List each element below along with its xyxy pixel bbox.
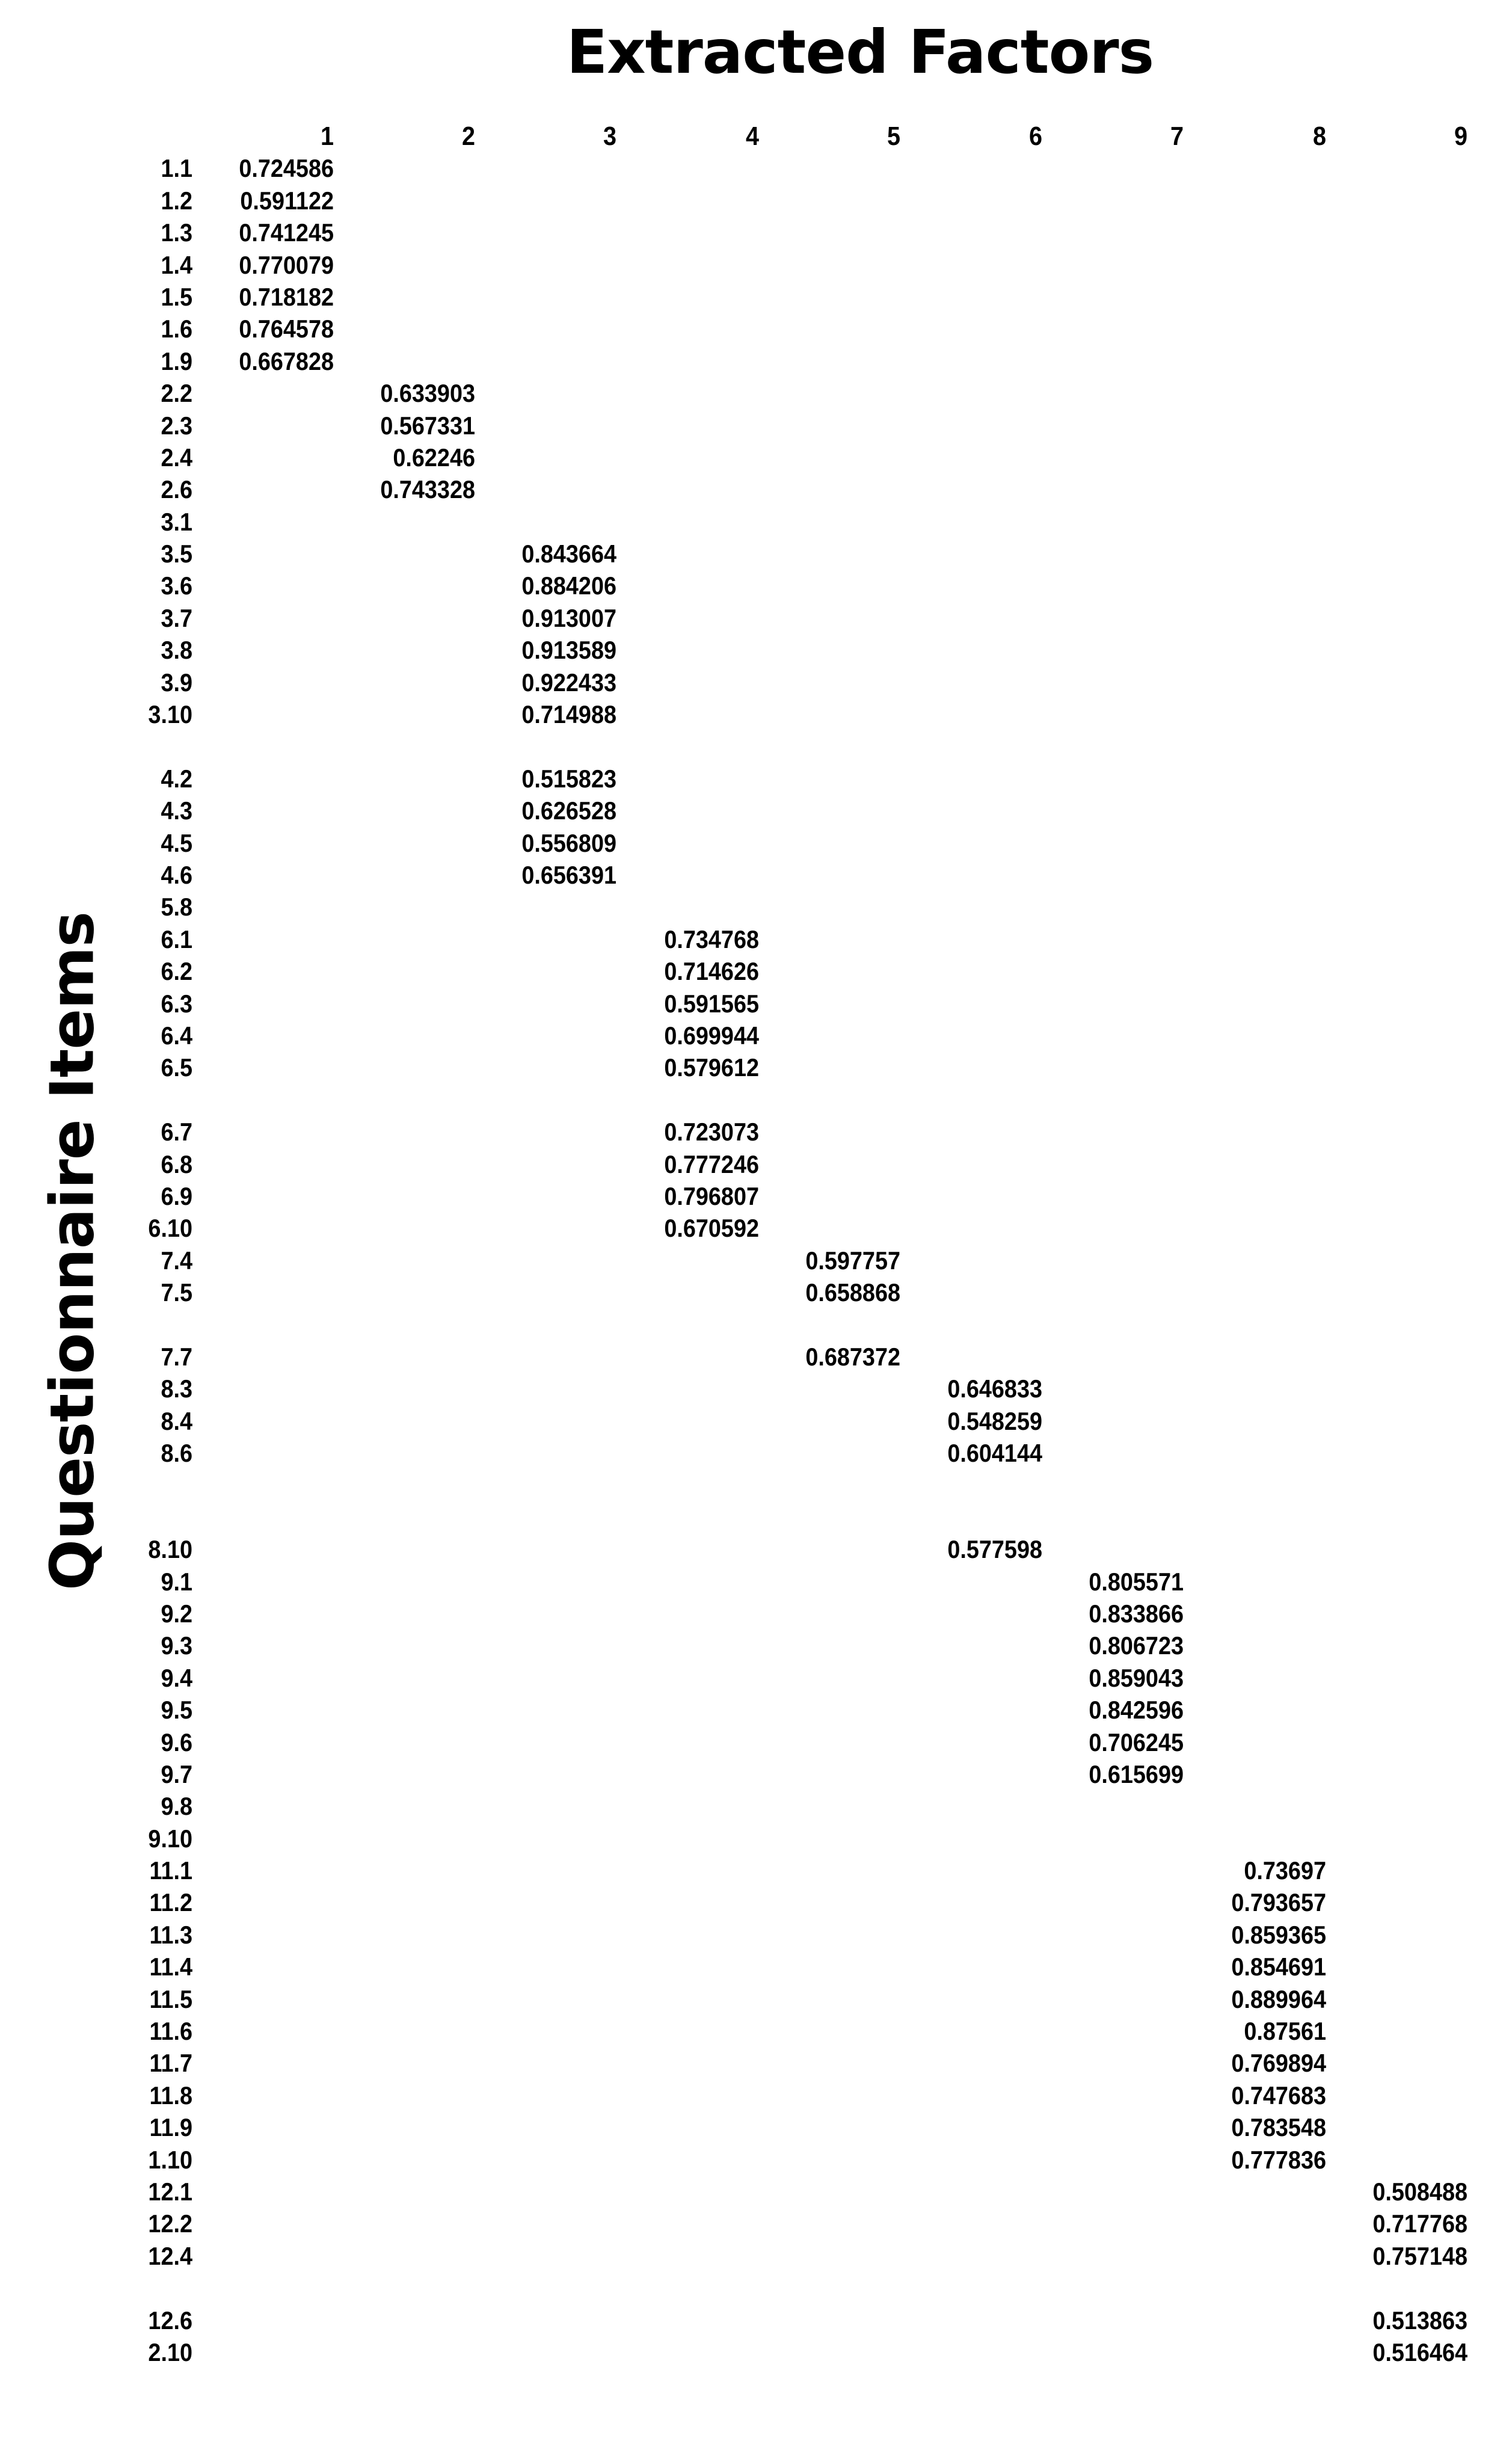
table-row	[0, 1116, 1512, 1148]
table-row	[0, 185, 1512, 217]
table-row	[0, 2079, 1512, 2111]
table-row	[0, 827, 1512, 859]
row-label: 12.6	[148, 2306, 192, 2335]
table-row	[0, 313, 1512, 345]
loading-value: 0.515823	[521, 764, 616, 793]
table-row	[0, 2336, 1512, 2368]
table-row	[0, 1276, 1512, 1308]
loading-value: 0.591565	[664, 989, 759, 1018]
loading-value: 0.658868	[805, 1278, 900, 1307]
loading-value: 0.843664	[521, 540, 616, 568]
loading-value: 0.889964	[1231, 1984, 1326, 2013]
row-label: 6.3	[161, 989, 192, 1018]
table-row	[0, 152, 1512, 184]
loading-value: 0.783548	[1231, 2113, 1326, 2142]
loading-value: 0.805571	[1089, 1567, 1184, 1596]
column-header-row	[0, 120, 1512, 152]
row-label: 1.6	[161, 315, 192, 343]
row-label: 2.4	[161, 443, 192, 472]
table-row	[0, 1084, 1512, 1116]
table-row	[0, 1983, 1512, 2015]
table-row	[0, 1951, 1512, 1983]
table-row	[0, 1341, 1512, 1373]
table-row	[0, 1437, 1512, 1469]
loading-value: 0.757148	[1372, 2241, 1467, 2270]
y-axis-label: Questionnaire Items	[37, 912, 108, 1590]
column-header: 4	[745, 122, 759, 151]
row-label: 11.5	[149, 1984, 192, 2013]
row-label: 5.8	[161, 893, 192, 922]
table-row	[0, 1020, 1512, 1051]
table-row	[0, 1373, 1512, 1405]
loading-value: 0.656391	[521, 860, 616, 889]
loading-value: 0.548259	[947, 1406, 1042, 1435]
row-label: 6.5	[161, 1053, 192, 1082]
loading-value: 0.743328	[380, 475, 475, 504]
table-row	[0, 1919, 1512, 1951]
loading-value: 0.73697	[1244, 1856, 1326, 1885]
loading-value: 0.714988	[521, 700, 616, 729]
table-row	[0, 2208, 1512, 2239]
loading-value: 0.854691	[1231, 1953, 1326, 1981]
loading-value: 0.842596	[1089, 1696, 1184, 1725]
loading-value: 0.913589	[521, 636, 616, 665]
table-row	[0, 1854, 1512, 1886]
row-label: 11.9	[149, 2113, 192, 2142]
row-label: 4.3	[161, 796, 192, 825]
row-label: 2.10	[148, 2338, 192, 2366]
row-label: 3.6	[161, 571, 192, 600]
loading-value: 0.859043	[1089, 1663, 1184, 1692]
loading-value: 0.770079	[239, 250, 334, 279]
loading-value: 0.706245	[1089, 1728, 1184, 1756]
loading-value: 0.777246	[664, 1150, 759, 1178]
table-row	[0, 988, 1512, 1020]
column-header: 1	[320, 122, 334, 151]
table-row	[0, 1308, 1512, 1340]
row-label: 4.5	[161, 828, 192, 857]
loading-value: 0.687372	[805, 1342, 900, 1371]
loading-value: 0.769894	[1231, 2049, 1326, 2078]
row-label: 6.10	[148, 1214, 192, 1243]
row-label: 8.4	[161, 1406, 192, 1435]
column-header: 9	[1454, 122, 1467, 151]
table-row	[0, 955, 1512, 987]
row-label: 9.6	[161, 1728, 192, 1756]
loading-value: 0.556809	[521, 828, 616, 857]
loading-value: 0.764578	[239, 315, 334, 343]
loading-value: 0.597757	[805, 1246, 900, 1275]
row-label: 11.3	[149, 1920, 192, 1949]
loading-value: 0.577598	[947, 1535, 1042, 1564]
table-row	[0, 473, 1512, 505]
row-label: 6.7	[161, 1118, 192, 1146]
column-header: 6	[1028, 122, 1042, 151]
table-row	[0, 538, 1512, 570]
table-row	[0, 217, 1512, 248]
column-header: 8	[1312, 122, 1326, 151]
row-label: 9.10	[148, 1824, 192, 1853]
table-row	[0, 2272, 1512, 2304]
loading-value: 0.513863	[1372, 2306, 1467, 2335]
row-label: 7.4	[161, 1246, 192, 1275]
table-row	[0, 1823, 1512, 1854]
row-label: 1.4	[161, 250, 192, 279]
table-row	[0, 1790, 1512, 1822]
loading-value: 0.508488	[1372, 2178, 1467, 2206]
loading-value: 0.922433	[521, 668, 616, 697]
row-label: 3.9	[161, 668, 192, 697]
column-header: 5	[887, 122, 900, 151]
row-label: 9.3	[161, 1631, 192, 1660]
table-row	[0, 345, 1512, 377]
loading-value: 0.604144	[947, 1439, 1042, 1468]
row-label: 1.10	[148, 2145, 192, 2174]
row-label: 4.2	[161, 764, 192, 793]
row-label: 8.6	[161, 1439, 192, 1468]
table-row	[0, 2304, 1512, 2336]
row-label: 1.2	[161, 186, 192, 215]
row-label: 2.6	[161, 475, 192, 504]
table-row	[0, 1726, 1512, 1758]
column-header: 7	[1170, 122, 1184, 151]
loading-value: 0.741245	[239, 218, 334, 247]
row-label: 6.1	[161, 925, 192, 953]
loading-value: 0.734768	[664, 925, 759, 953]
table-row	[0, 506, 1512, 538]
row-label: 12.2	[148, 2209, 192, 2238]
row-label: 11.7	[149, 2049, 192, 2078]
loading-value: 0.859365	[1231, 1920, 1326, 1949]
table-row	[0, 763, 1512, 795]
table-row	[0, 1245, 1512, 1276]
row-label: 9.7	[161, 1759, 192, 1788]
table-row	[0, 1148, 1512, 1180]
row-label: 6.8	[161, 1150, 192, 1178]
row-label: 11.8	[149, 2081, 192, 2110]
table-row	[0, 1405, 1512, 1437]
loading-value: 0.747683	[1231, 2081, 1326, 2110]
loading-value: 0.699944	[664, 1021, 759, 1050]
table-row	[0, 1051, 1512, 1083]
loading-value: 0.567331	[380, 411, 475, 440]
table-row	[0, 2111, 1512, 2143]
table-row	[0, 2047, 1512, 2079]
factor-loadings-table	[0, 120, 1512, 2368]
table-row	[0, 1630, 1512, 1661]
table-row	[0, 1566, 1512, 1598]
row-label: 1.1	[161, 154, 192, 183]
table-row	[0, 1662, 1512, 1694]
table-row	[0, 859, 1512, 891]
loading-value: 0.579612	[664, 1053, 759, 1082]
table-row	[0, 442, 1512, 473]
row-label: 1.5	[161, 282, 192, 311]
table-row	[0, 1469, 1512, 1501]
table-row	[0, 1886, 1512, 1918]
table-row	[0, 602, 1512, 634]
loading-value: 0.633903	[380, 379, 475, 408]
row-label: 9.4	[161, 1663, 192, 1692]
table-row	[0, 730, 1512, 762]
table-row	[0, 891, 1512, 923]
row-label: 7.7	[161, 1342, 192, 1371]
row-label: 3.7	[161, 603, 192, 632]
row-label: 11.1	[149, 1856, 192, 1885]
table-row	[0, 1758, 1512, 1790]
row-label: 12.4	[148, 2241, 192, 2270]
row-label: 9.2	[161, 1599, 192, 1628]
row-label: 3.1	[161, 507, 192, 536]
row-label: 1.9	[161, 346, 192, 375]
row-label: 1.3	[161, 218, 192, 247]
table-row	[0, 281, 1512, 313]
loading-value: 0.884206	[521, 571, 616, 600]
table-row	[0, 2176, 1512, 2208]
table-row	[0, 249, 1512, 281]
row-label: 6.2	[161, 957, 192, 986]
row-label: 12.1	[148, 2178, 192, 2206]
loading-value: 0.724586	[239, 154, 334, 183]
loading-value: 0.615699	[1089, 1759, 1184, 1788]
row-label: 6.9	[161, 1181, 192, 1210]
table-row	[0, 1501, 1512, 1533]
table-row	[0, 1212, 1512, 1244]
loading-value: 0.717768	[1372, 2209, 1467, 2238]
row-label: 3.8	[161, 636, 192, 665]
loading-value: 0.714626	[664, 957, 759, 986]
table-row	[0, 2015, 1512, 2047]
row-label: 9.1	[161, 1567, 192, 1596]
table-row	[0, 1533, 1512, 1565]
row-label: 3.10	[148, 700, 192, 729]
loading-value: 0.516464	[1372, 2338, 1467, 2366]
row-label: 6.4	[161, 1021, 192, 1050]
loading-value: 0.806723	[1089, 1631, 1184, 1660]
table-row	[0, 410, 1512, 442]
loading-value: 0.796807	[664, 1181, 759, 1210]
table-row	[0, 2144, 1512, 2176]
table-row	[0, 634, 1512, 666]
row-label: 9.5	[161, 1696, 192, 1725]
loading-value: 0.62246	[393, 443, 475, 472]
loading-value: 0.646833	[947, 1374, 1042, 1403]
loading-value: 0.793657	[1231, 1888, 1326, 1917]
loading-value: 0.626528	[521, 796, 616, 825]
table-row	[0, 570, 1512, 602]
loading-value: 0.667828	[239, 346, 334, 375]
row-label: 11.4	[149, 1953, 192, 1981]
loading-value: 0.833866	[1089, 1599, 1184, 1628]
table-row	[0, 666, 1512, 698]
loading-value: 0.87561	[1244, 2017, 1326, 2046]
loading-value: 0.723073	[664, 1118, 759, 1146]
table-row	[0, 1598, 1512, 1630]
table-row	[0, 377, 1512, 409]
loading-value: 0.591122	[240, 186, 334, 215]
row-label: 8.3	[161, 1374, 192, 1403]
table-row	[0, 698, 1512, 730]
row-label: 8.10	[148, 1535, 192, 1564]
table-row	[0, 1694, 1512, 1726]
row-label: 11.6	[149, 2017, 192, 2046]
row-label: 2.3	[161, 411, 192, 440]
table-row	[0, 923, 1512, 955]
loading-value: 0.718182	[239, 282, 334, 311]
row-label: 2.2	[161, 379, 192, 408]
row-label: 9.8	[161, 1792, 192, 1821]
table-row	[0, 1180, 1512, 1212]
row-label: 3.5	[161, 540, 192, 568]
loading-value: 0.777836	[1231, 2145, 1326, 2174]
chart-title: Extracted Factors	[566, 17, 1154, 87]
row-label: 7.5	[161, 1278, 192, 1307]
table-body	[0, 152, 1512, 2368]
loading-value: 0.670592	[664, 1214, 759, 1243]
loading-value: 0.913007	[521, 603, 616, 632]
table-row	[0, 2240, 1512, 2272]
row-label: 4.6	[161, 860, 192, 889]
column-header: 2	[461, 122, 475, 151]
table-row	[0, 795, 1512, 826]
column-header: 3	[603, 122, 616, 151]
row-label: 11.2	[149, 1888, 192, 1917]
